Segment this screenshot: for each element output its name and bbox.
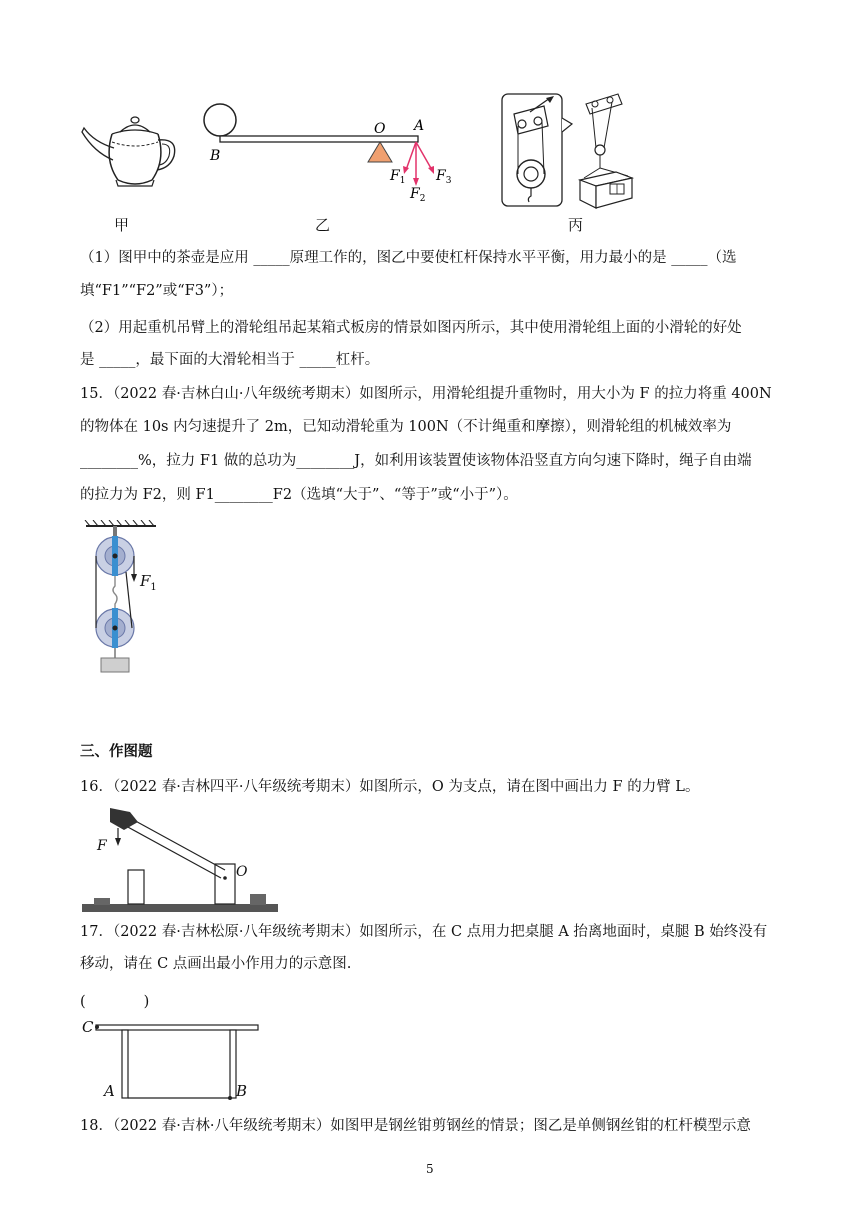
q16-text: 16．（2022 春·吉林四平·八年级统考期末）如图所示，O 为支点，请在图中画出力 F 的力臂 L。 (80, 779, 700, 795)
lever-arm-figure (80, 800, 280, 916)
q18-line-1: 18．（2022 春·吉林·八年级统考期末）如图甲是钢丝钳剪钢丝的情景；图乙是单侧钢丝钳的杠杆模型示意 (80, 1118, 751, 1134)
lever-label-F3-sub: 3 (445, 176, 452, 186)
q17-label-A: A (104, 1082, 115, 1100)
q14-line-4: 是 _____，最下面的大滑轮相当于 _____杠杆。 (80, 352, 380, 368)
q17-line-1: 17．（2022 春·吉林松原·八年级统考期末）如图所示，在 C 点用力把桌腿 A 抬离地面时，桌腿 B 始终没有 (80, 924, 768, 940)
pulley-label-F-sub: 1 (150, 582, 157, 593)
caption-bing: 丙 (568, 216, 584, 234)
teapot-figure (80, 108, 180, 190)
q15-line-2: 的物体在 10s 内匀速提升了 2m，已知动滑轮重为 100N（不计绳重和摩擦），则滑轮组的机械效率为 (80, 419, 732, 435)
svg-text:F1 (389, 168, 405, 186)
lever-label-F3: F (436, 168, 446, 184)
svg-text:F3 (435, 168, 452, 186)
lever-label-A: A (414, 118, 425, 134)
crane-pulley-figure (500, 92, 650, 212)
q16-label-O: O (236, 864, 248, 880)
caption-yi: 乙 (315, 216, 331, 234)
q14-line-1: （1）图甲中的茶壶是应用 _____原理工作的，图乙中要使杠杆保持水平平衡，用力最小的是 _____（选 (80, 250, 737, 266)
section-title: 三、作图题 (80, 743, 153, 760)
q14-line-2: 填“F1”“F2”或“F3”）； (80, 283, 234, 299)
lever-label-F2-sub: 2 (419, 194, 426, 204)
pulley-label-F1 (140, 572, 157, 593)
q17-label-B: B (236, 1082, 248, 1100)
lever-label-F1: F (390, 168, 400, 184)
q17-label-C: C (82, 1018, 94, 1036)
q17-bracket: ( ) (80, 994, 150, 1010)
q15-line-4: 的拉力为 F2，则 F1________F2（选填“大于”、“等于”或“小于”）。 (80, 487, 518, 503)
lever-label-B: B (210, 148, 221, 164)
lever-figure (198, 100, 470, 210)
lever-label-O: O (374, 121, 386, 137)
pulley-label-F: F (140, 572, 151, 590)
q15-line-3: ________%，拉力 F1 做的总功为________J，如利用该装置使该物体沿竖直方向匀速下降时，绳子自由端 (80, 453, 752, 469)
caption-jia: 甲 (114, 216, 130, 234)
page-number: 5 (426, 1162, 434, 1176)
q17-line-2: 移动，请在 C 点画出最小作用力的示意图. (80, 956, 352, 972)
pulley-system-figure (84, 520, 174, 680)
q15-line-1: 15．（2022 春·吉林白山·八年级统考期末）如图所示，用滑轮组提升重物时，用大小为 F 的拉力将重 400N (80, 386, 772, 402)
q14-line-3: （2）用起重机吊臂上的滑轮组吊起某箱式板房的情景如图丙所示，其中使用滑轮组上面的小滑轮的好处 (80, 320, 742, 336)
q16-label-F: F (97, 838, 107, 854)
lever-label-F2: F (410, 186, 420, 202)
svg-text:F2 (409, 186, 425, 204)
lever-label-F1-sub: 1 (399, 176, 406, 186)
